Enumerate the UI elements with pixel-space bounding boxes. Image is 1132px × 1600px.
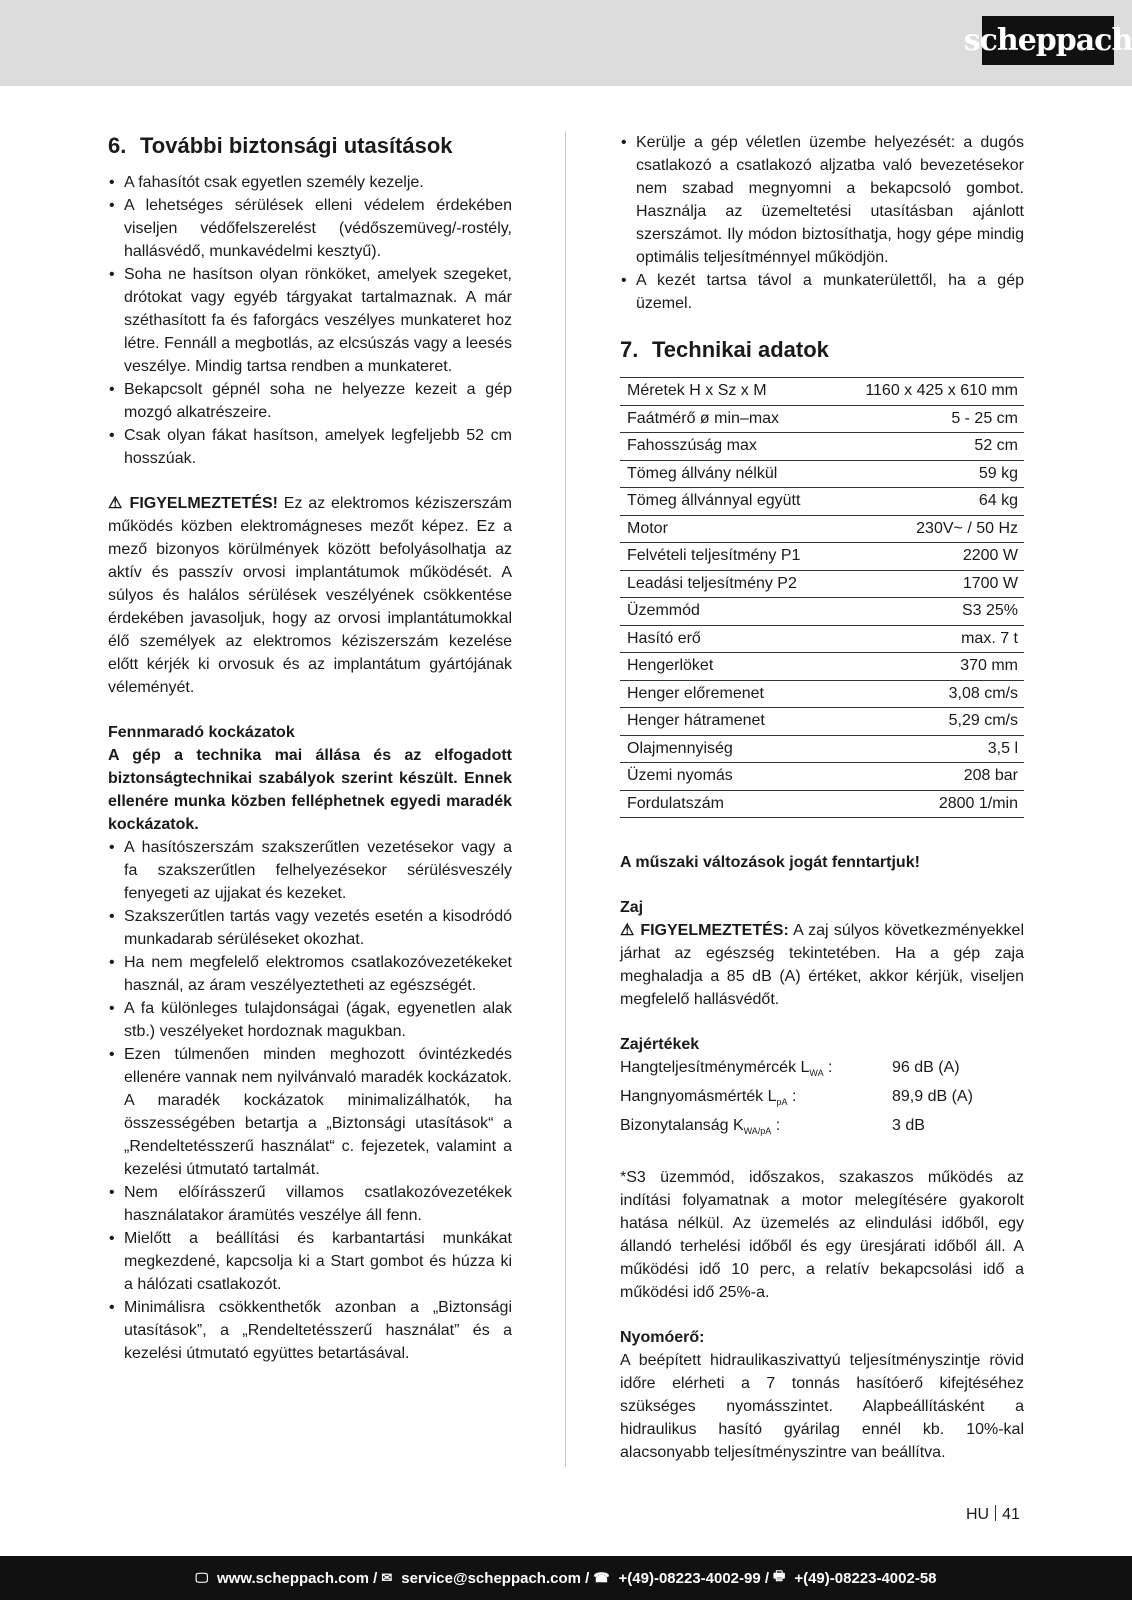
list-item: • A fahasítót csak egyetlen személy kezelje. (108, 171, 512, 194)
scheppach-logo: scheppach (982, 16, 1114, 65)
rights-reserved-note: A műszaki változások jogát fenntartjuk! (620, 854, 920, 871)
list-item: • A fa különleges tulajdonságai (ágak, egyenetlen alak stb.) veszélyeket hordoznak magukban. (108, 997, 512, 1043)
safety-bullet-list (108, 171, 512, 470)
residual-risks-heading: Fennmaradó kockázatok (108, 724, 295, 741)
right-column (620, 131, 1024, 1464)
residual-risks-intro: A gép a technika mai állása és az elfogadott biztonságtechnikai szabályok szerint készült. Ennek ellenére munka közben felléphetnek egyedi maradék kockázatok. (108, 747, 512, 833)
pressing-force-heading: Nyomóerő: (620, 1328, 705, 1346)
noise-warning-paragraph: ⚠ FIGYELMEZTETÉS: A zaj súlyos következményekkel járhat az egészség tekintetében. Ha a gép zaja meghaladja a 85 dB (A) értéket, akkor kérjük, viseljen megfelelő hallásvédőt. (620, 922, 1025, 1008)
footer-fax: +(49)-08223-4002-58 (794, 1569, 937, 1587)
computer-icon: 🖵 (195, 1570, 209, 1585)
s3-mode-note: *S3 üzemmód, időszakos, szakaszos működés az indítási folyamatnak a motor melegítésére gyakorolt hatása nélkül. Az üzemelés az elindulási időből, egy állandó terhelési időből és egy üresjárati időből áll. A működési idő 10 perc, a relatív bekapcsolási idő a működési idő 25%-a. (620, 1168, 1024, 1301)
warning-label: ⚠ FIGYELMEZTETÉS: (620, 922, 789, 939)
list-item: • A kezét tartsa távol a munkaterülettől, ha a gép üzemel. (620, 269, 1024, 315)
noise-value: 3 dB (892, 1117, 925, 1135)
table-row: Tömeg állvány nélkül 59 kg (620, 460, 1024, 488)
table-row: Üzemmód S3 25% (620, 598, 1024, 626)
table-row: Hengerlöket 370 mm (620, 653, 1024, 681)
list-item: • Mielőtt a beállítási és karbantartási munkákat megkezdené, kapcsolja ki a Start gombot és húzza ki a hálózati csatlakozót. (108, 1227, 512, 1296)
list-item: • Nem előírásszerű villamos csatlakozóvezetékek használatakor áramütés veszélye áll fenn. (108, 1181, 512, 1227)
fax-icon: 🖶 (773, 1568, 786, 1583)
table-row: Motor 230V~ / 50 Hz (620, 515, 1024, 543)
footer-bar (0, 1556, 1132, 1600)
noise-value: 96 dB (A) (892, 1059, 960, 1076)
footer-phone: +(49)-08223-4002-99 / (618, 1569, 770, 1587)
table-row: Henger hátramenet 5,29 cm/s (620, 708, 1024, 736)
section-6-heading: 6. További biztonsági utasítások (108, 133, 453, 158)
noise-value-label: Hangteljesítménymércék $L_{WA}$ : (620, 1059, 833, 1079)
left-column (108, 131, 512, 1365)
table-row: Olajmennyiség 3,5 l (620, 735, 1024, 763)
section-7-heading: 7. Technikai adatok (620, 337, 829, 362)
email-icon: ✉ (381, 1570, 393, 1585)
warning-label: ⚠ FIGYELMEZTETÉS! (108, 495, 278, 512)
list-item: • Kerülje a gép véletlen üzembe helyezését: a dugós csatlakozó a csatlakozó aljzatba való bevezetésekor nem szabad megnyomni a bekapcsoló gombot. Használja az üzemeltetési utasításban ajánlott szerszámot. Ily módon biztosíthatja, hogy gépe mindig optimális teljesítménnyel működjön. (620, 131, 1024, 269)
list-item: • Soha ne hasítson olyan rönköket, amelyek szegeket, drótokat vagy egyéb tárgyakat tartalmaznak. A már széthasított fa és faforgács veszélyes munkateret hoz létre. Fennáll a megbotlás, az elcsúszás vagy a leesés veszélye. Mindig tartsa rendben a munkateret. (108, 263, 512, 378)
header-band (0, 0, 1132, 86)
list-item: • A lehetséges sérülések elleni védelem érdekében viseljen védőfelszerelést (védőszemüveg/-rostély, hallásvédő, munkavédelmi kesztyű). (108, 194, 512, 263)
emf-warning-paragraph: ⚠ FIGYELMEZTETÉS! Ez az elektromos kéziszerszám működés közben elektromágneses mezőt képez. Ez a mező bizonyos körülmények között befolyásolhatja az aktív és passzív orvosi implantátumok működését. A súlyos és halálos sérülések veszélyének csökkentése érdekében javasoljuk, hogy az orvosi implantátumokkal élő személyek az elektromos kéziszerszám kezelése előtt kérjék ki orvosuk és az implantátum gyártójának véleményét. (108, 495, 512, 696)
footer-email[interactable]: service@scheppach.com / (401, 1569, 590, 1587)
language-code: HU (966, 1506, 990, 1523)
list-item: • Ezen túlmenően minden meghozott óvintézkedés ellenére vannak nem nyilvánvaló maradék kockázatok. A maradék kockázatok minimalizálhatók, ha összességében betartja a „Biztonsági utasítások“ a „Rendeltetésszerű használat“ c. fejezetek, valamint a kezelési útmutató tartalmát. (108, 1043, 512, 1181)
noise-value-label: Bizonytalanság $K_{WA/pA}$ : (620, 1117, 781, 1137)
table-row: Fahosszúság max 52 cm (620, 433, 1024, 461)
machine-bullet-list (620, 131, 1024, 315)
technical-data-table (620, 377, 1024, 818)
list-item: • Szakszerűtlen tartás vagy vezetés esetén a kisodródó munkadarab sérüléseket okozhat. (108, 905, 512, 951)
table-row: Tömeg állvánnyal együtt 64 kg (620, 488, 1024, 516)
list-item: • Csak olyan fákat hasítson, amelyek legfeljebb 52 cm hosszúak. (108, 424, 512, 470)
residual-risk-list (108, 836, 512, 1365)
list-item: • Ha nem megfelelő elektromos csatlakozóvezetékeket használ, az áram veszélyeztetheti az egészségét. (108, 951, 512, 997)
table-row: Felvételi teljesítmény P1 2200 W (620, 543, 1024, 571)
list-item: • Minimálisra csökkenthetők azonban a „Biztonsági utasítások”, a „Rendeltetésszerű használat” és a kezelési útmutató együttes betartásával. (108, 1296, 512, 1365)
table-row: Méretek H x Sz x M 1160 x 425 x 610 mm (620, 378, 1024, 406)
table-row: Faátmérő ø min–max 5 - 25 cm (620, 405, 1024, 433)
phone-icon: ☎ (593, 1570, 610, 1585)
footer-website[interactable]: www.scheppach.com / (217, 1569, 378, 1587)
noise-value-label: Hangnyomásmérték $L_{pA}$ : (620, 1088, 797, 1108)
noise-values-heading: Zajértékek (620, 1036, 700, 1053)
pressing-force-paragraph: A beépített hidraulikaszivattyú teljesítményszintje rövid időre elérheti a 7 tonnás hasítóerő kifejtéséhez szükséges nyomásszintet. Alapbeállításként a hidraulikus hasító gyárilag ennél kb. 10%-kal alacsonyabb teljesítményszintre van beállítva. (620, 1351, 1024, 1461)
list-item: • A hasítószerszám szakszerűtlen vezetésekor vagy a fa szakszerűtlen felhelyezésekor sérülésveszély fenyegeti az ujjakat és kezeket. (108, 836, 512, 905)
table-row: Fordulatszám 2800 1/min (620, 790, 1024, 818)
page-number-value: 41 (1002, 1506, 1020, 1523)
noise-values-list (620, 1056, 1024, 1144)
table-row: Üzemi nyomás 208 bar (620, 763, 1024, 791)
page-number (966, 1505, 1020, 1525)
noise-heading: Zaj (620, 899, 644, 916)
noise-value: 89,9 dB (A) (892, 1088, 973, 1106)
column-divider (565, 131, 566, 1467)
table-row: Henger előremenet 3,08 cm/s (620, 680, 1024, 708)
table-row: Leadási teljesítmény P2 1700 W (620, 570, 1024, 598)
table-row: Hasító erő max. 7 t (620, 625, 1024, 653)
list-item: • Bekapcsolt gépnél soha ne helyezze kezeit a gép mozgó alkatrészeire. (108, 378, 512, 424)
